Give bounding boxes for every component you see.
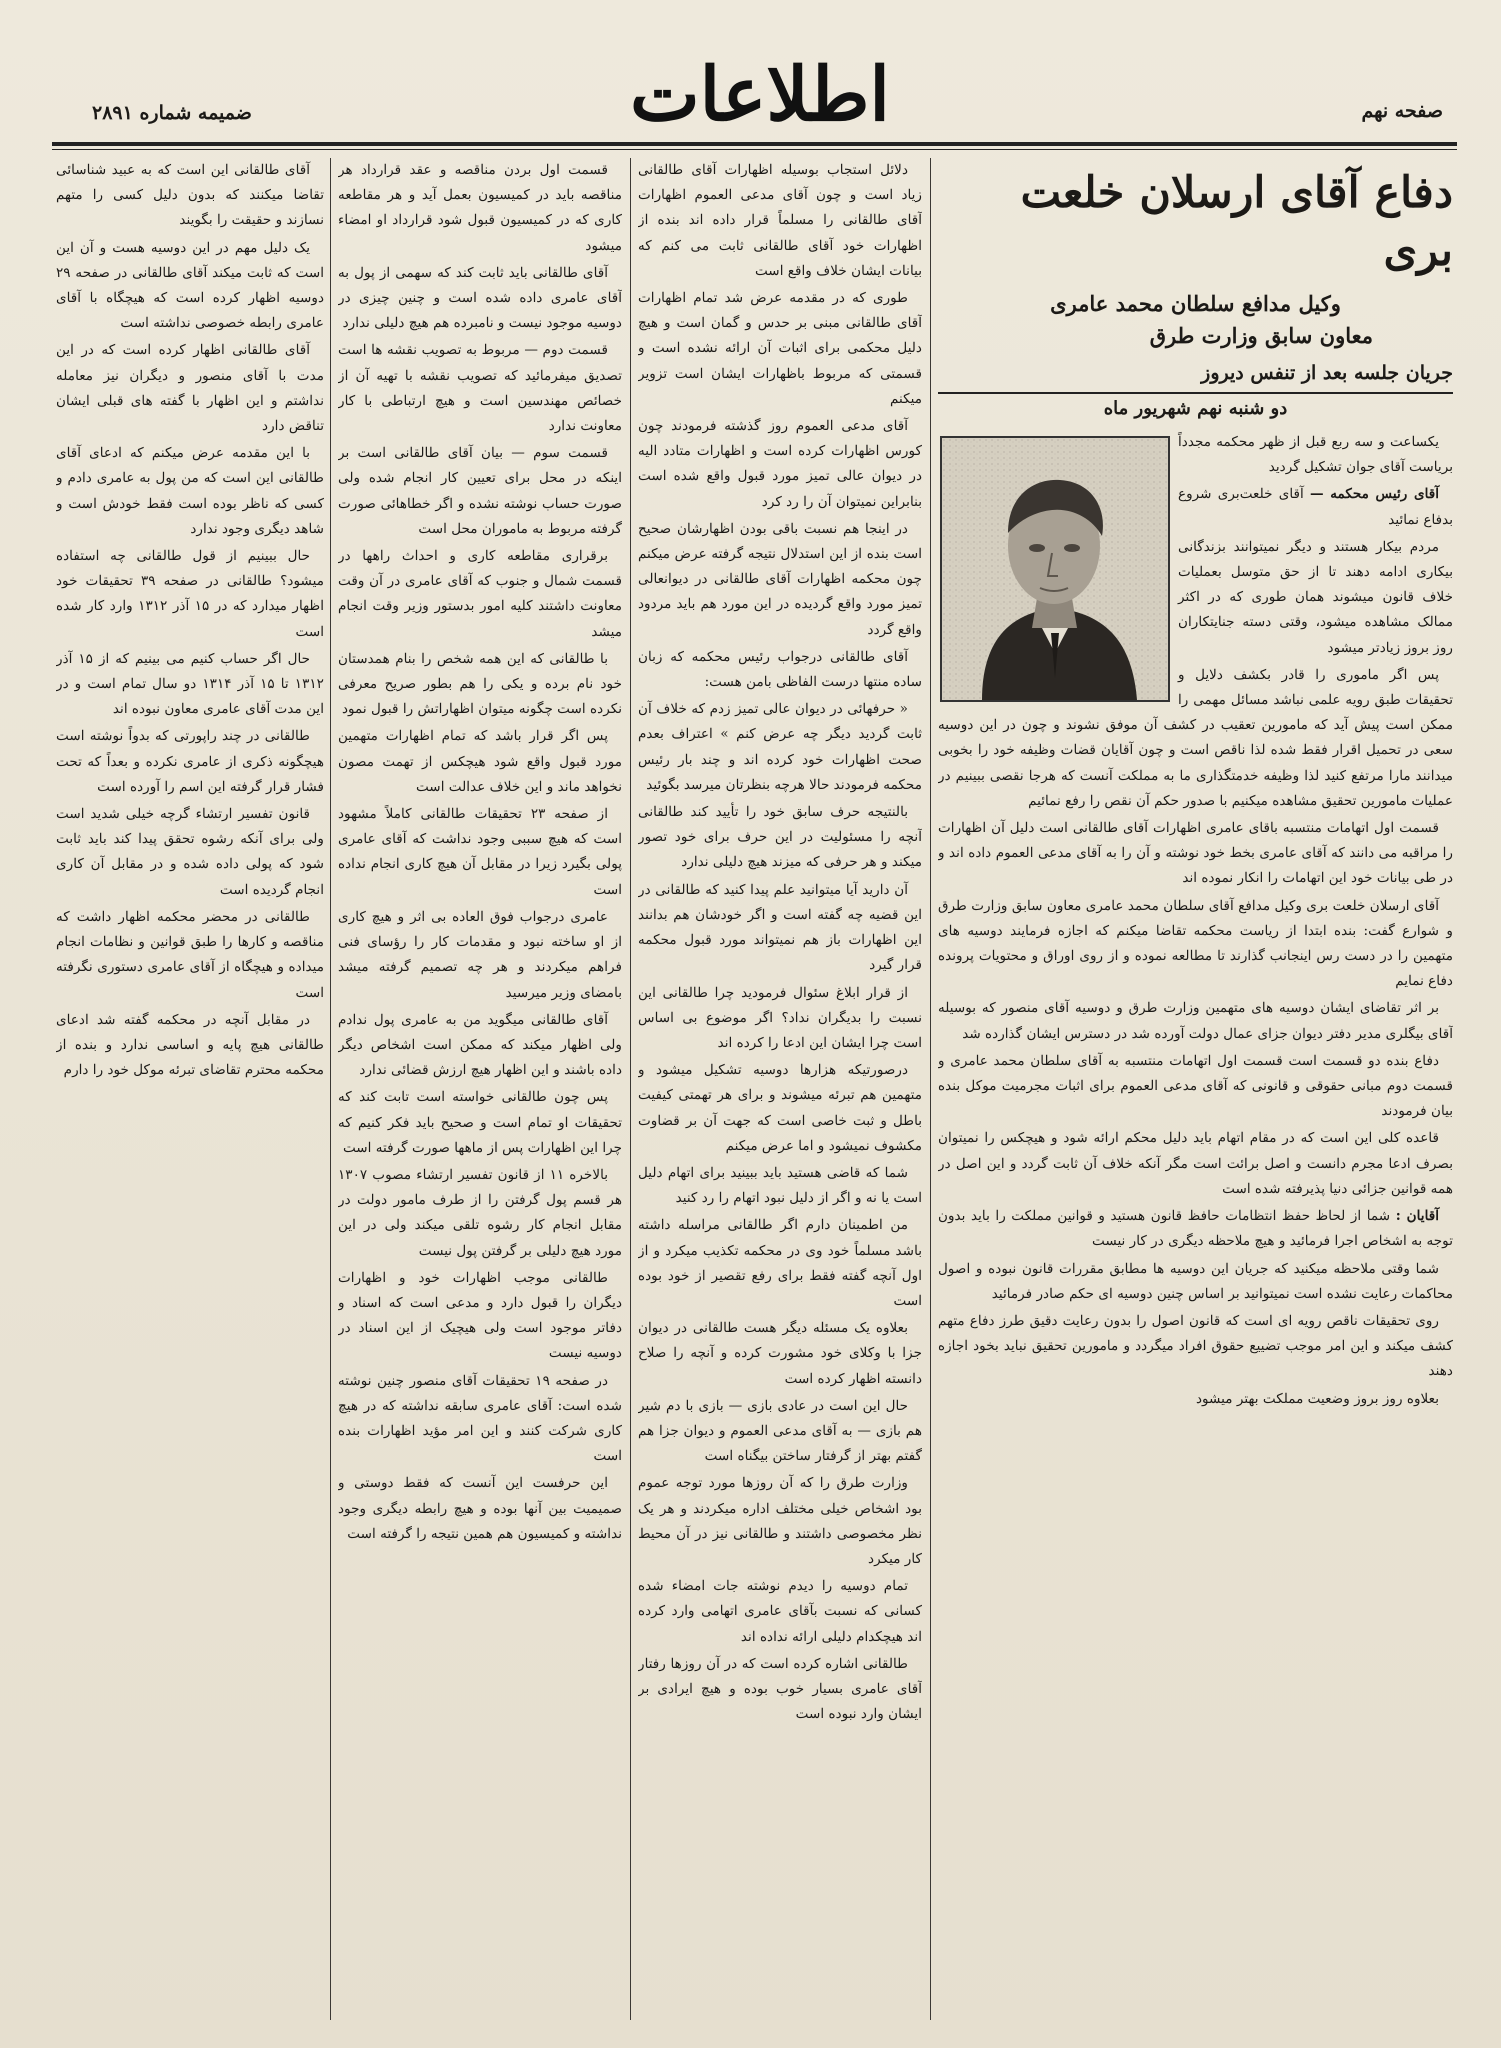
paragraph: طالقانی در چند راپورتی که بدواً نوشته است هیچگونه ذکری از عامری نکرده و بعداً که تحت فشار قرار گرفته این اسم را آورده است bbox=[56, 728, 324, 795]
paragraph: از صفحه ۲۳ تحقیقات طالقانی کاملاً مشهود است که هیچ سببی وجود نداشت که آقای عامری پولی بگیرد زیرا در مقابل آن هیچ کاری انجام نداده است bbox=[338, 806, 622, 898]
column-2 bbox=[638, 158, 922, 2020]
paragraph: شما که قاضی هستید باید ببینید برای اتهام دلیل است یا نه و اگر از دلیل نبود اتهام را رد کنید bbox=[638, 1164, 922, 1207]
paragraph: در مقابل آنچه در محکمه گفته شد ادعای طالقانی هیچ پایه و اساسی ندارد و بنده از محکمه محترم تقاضای تبرئه موکل خود را دارم bbox=[56, 1011, 324, 1079]
paragraph: قسمت سوم — بیان آقای طالقانی است بر اینکه در محل برای تعیین کار انجام شده ولی صورت حساب نوشته نشده و اگر خطاهائی صورت گرفته مربوط به ماموران محل است bbox=[338, 445, 622, 537]
paragraph: آقای طالقانی میگوید من به عامری پول ندادم ولی اظهار میکند که ممکن است اشخاص دیگر داده باشند و این اظهار هیچ ارزش قضائی ندارد bbox=[338, 1011, 622, 1079]
paragraph: دفاع بنده دو قسمت است قسمت اول اتهامات منتسبه به آقای سلطان محمد عامری و قسمت دوم مبانی حقوقی و قانونی که آقای مدعی العموم برای اثبات مجرمیت موکل بنده بیان فرمودند bbox=[938, 1052, 1453, 1120]
paragraph: برقراری مقاطعه کاری و احداث راهها در قسمت شمال و جنوب که آقای عامری در آن وقت معاونت داشتند کلیه امور بدستور وزیر وقت انجام میشد bbox=[338, 548, 622, 640]
paragraph: بالنتیجه حرف سابق خود را تأیید کند طالقانی آنچه را مسئولیت در این حرف برای خود تصور میکند و هر حرفی که میزند هیچ دلیلی ندارد bbox=[638, 804, 922, 871]
paragraph: آن دارید آیا میتوانید علم پیدا کنید که طالقانی در این قضیه چه گفته است و اگر خودشان هم بدانند این اظهارات باز هم نمیتواند مورد قبول محکمه قرار گیرد bbox=[638, 881, 922, 974]
paragraph: طالقانی در محضر محکمه اظهار داشت که مناقصه و کارها را طبق قوانین و نظامات انجام میداده و هیچگاه از آقای عامری دستوری نگرفته است bbox=[56, 908, 324, 1001]
paragraph: در صفحه ۱۹ تحقیقات آقای منصور چنین نوشته شده است: آقای عامری سابقه نداشته که در هیچ کاری شرکت کنند و این امر مؤید اظهارات بنده است bbox=[338, 1372, 622, 1465]
paragraph: من اطمینان دارم اگر طالقانی مراسله داشته باشد مسلماً خود وی در محکمه تکذیب میکرد و از اول آنچه گفته فقط برای رفع تقصیر از خود بوده است bbox=[638, 1217, 922, 1309]
header-rule bbox=[52, 142, 1457, 146]
column-divider bbox=[330, 158, 331, 2020]
paragraph: حال اگر حساب کنیم می بینیم که از ۱۵ آذر ۱۳۱۲ تا ۱۵ آذر ۱۳۱۴ دو سال تمام است و در این مدت آقای عامری معاون نبوده اند bbox=[56, 650, 324, 718]
paragraph: حال این است در عادی بازی — بازی با دم شیر هم بازی — به آقای مدعی العموم و دیوان جزا هم گفتم بهتر از گرفتار ساختن بیگناه است bbox=[638, 1397, 922, 1465]
paragraph: قانون تفسیر ارتشاء گرچه خیلی شدید است ولی برای آنکه رشوه تحقق پیدا کند باید ثابت شود که پولی داده شده و در مقابل آن کاری انجام گردیده است bbox=[56, 806, 324, 898]
article-dateline: دو شنبه نهم شهریور ماه bbox=[1103, 398, 1288, 419]
paragraph: پس چون طالقانی خواسته است تابت کند که تحقیقات او تمام است و صحیح باید فکر کنیم که چرا این اظهارات پس از ماهها صورت گرفته است bbox=[338, 1089, 622, 1156]
paragraph: دلائل استجاب بوسیله اظهارات آقای طالقانی زیاد است و چون آقای مدعی العموم اظهارات آقای طالقانی را مسلماً قرار داده اند بنده از اظهارات خود آقای طالقانی ثابت می کنم که بیانات ایشان خلاف واقع است bbox=[638, 162, 922, 279]
paragraph: پس اگر ماموری را قادر بکشف دلایل و تحقیقات طبق رویه علمی نباشد مسائل مهمی را ممکن است پیش آید که مامورین تعقیب در کشف آن موفق نشوند و چون در این دوسیه سعی در تحمیل اقرار فقط شده لذا ناقص است و چون آقایان قضات وظیفه خود را بخوبی میدانند مارا مرتفع کنید لذا وظیفه خدمتگذاری ما به مملکت آنست که هرجا نقصی ببینیم در عملیات مامورین تحقیق مشاهده میکنیم با صدور حکم آن نقص را رفع نمائیم bbox=[938, 666, 1453, 809]
paragraph: یکساعت و سه ربع قبل از ظهر محکمه مجدداً بریاست آقای جوان تشکیل گردید bbox=[1178, 434, 1453, 476]
paragraph: بالاخره ۱۱ از قانون تفسیر ارتشاء مصوب ۱۳۰۷ هر قسم پول گرفتن را از طرف مامور دولت در مقابل انجام کار رشوه تلقی میکند ولی در این مورد هیچ دلیلی بر گرفتن پول نیست bbox=[338, 1166, 622, 1259]
paragraph: بعلاوه یک مسئله دیگر هست طالقانی در دیوان جزا با وکلای خود مشورت کرده و آنچه را صلاح دانسته اظهار کرده است bbox=[638, 1320, 922, 1387]
supplement-number-label: ضمیمه شماره ۲۸۹۱ bbox=[92, 102, 252, 124]
paragraph: در اینجا هم نسبت باقی بودن اظهارشان صحیح است بنده از این استدلال نتیجه گرفته عرض میکنم چون محکمه اظهارات آقای طالقانی در دیوانعالی تمیز مورد واقع گردیده در این مورد هم باید مردود واقع گردد bbox=[638, 520, 922, 638]
portrait-photo bbox=[938, 436, 1170, 702]
paragraph: یک دلیل مهم در این دوسیه هست و آن این است که ثابت میکند آقای طالقانی در صفحه ۲۹ دوسیه اظهار کرده است که هیچگاه با آقای عامری رابطه خصوصی نداشته است bbox=[56, 239, 324, 332]
paragraph: شما وقتی ملاحظه میکنید که جریان این دوسیه ها مطابق مقررات قانون نبوده و اصول محاکمات رعایت نشده است نمیتوانید بر اساس چنین دوسیه ای حکم صادر فرمائید bbox=[938, 1260, 1453, 1302]
paragraph: آقای طالقانی این است که به عبید شناسائی تقاضا میکنند که بدون دلیل کسی را متهم نسازند و حقیقت را بگویند bbox=[56, 162, 324, 229]
paragraph: « حرفهائی در دیوان عالی تمیز زدم که خلاف آن ثابت گردید دیگر چه عرض کنم » اعتراف بعدم صحت اظهارات خود کرده اند و چند بار رئیس محکمه فرمودند حالا هرچه بنظرتان میرسد بگوئید bbox=[638, 701, 922, 793]
column-divider bbox=[630, 158, 631, 2020]
paragraph: قاعده کلی این است که در مقام اتهام باید دلیل محکم ارائه شود و هیچکس را نمیتوان بصرف ادعا مجرم دانست و اصل برائت است مگر آنکه خلاف آن ثابت گردد و این اصل در همه قوانین جزائی دنیا پذیرفته شده است bbox=[938, 1130, 1453, 1197]
paragraph: قسمت اول اتهامات منتسبه باقای عامری اظهارات آقای طالقانی است دلیل آن اظهارات را مراقبه می دانند که آقای عامری بخط خود نوشته و آن را به آقای مدعی العموم داده اند و در طی بیانات خود این اتهامات را انکار نموده اند bbox=[938, 820, 1453, 887]
paragraph: تمام دوسیه را دیدم نوشته جات امضاء شده کسانی که نسبت بآقای عامری اتهامی وارد کرده اند هیچکدام دلیلی ارائه نداده اند bbox=[638, 1578, 922, 1645]
newspaper-logo: اطلاعات bbox=[630, 52, 890, 138]
paragraph: از قرار ابلاغ سئوال فرمودید چرا طالقانی این نسبت را بدیگران نداد؟ اگر موضوع بی اساس است چرا ایشان این ادعا را کرده اند bbox=[638, 984, 922, 1051]
paragraph: آقای طالقانی باید ثابت کند که سهمی از پول به آقای عامری داده شده است و چنین چیزی در دوسیه موجود نیست و نامبرده هم هیچ دلیلی ندارد bbox=[338, 264, 622, 332]
portrait-image bbox=[940, 436, 1170, 702]
paragraph: بر اثر تقاضای ایشان دوسیه های متهمین وزارت طرق و دوسیه آقای منصور که بوسیله آقای بیگلری مدیر دفتر دیوان جزای عمال دولت آورده شد در دسترس ایشان گذارده شد bbox=[938, 1000, 1453, 1042]
paragraph: حال ببینیم از قول طالقانی چه استفاده میشود؟ طالقانی در صفحه ۳۹ تحقیقات خود اظهار میدارد که در ۱۵ آذر ۱۳۱۲ وارد کار شده است bbox=[56, 548, 324, 640]
paragraph: مردم بیکار هستند و دیگر نمیتوانند بزندگانی بیکاری ادامه دهند تا از حق متوسل بعملیات خلاف قانون میشوند همان طوری که در اکثر ممالک مشاهده میشود، وقتی دسته جنایتکاران روز بروز زیادتر میشود bbox=[1178, 538, 1453, 656]
column-1 bbox=[938, 158, 1453, 2020]
paragraph: قسمت دوم — مربوط به تصویب نقشه ها است تصدیق میفرمائید که تصویب نقشه با تهیه آن از خصائص مهندسین است و هیچ ارتباطی با کار معاونت ندارد bbox=[338, 342, 622, 435]
speaker-text: شما از لحاظ حفظ انتظامات حافظ قانون هستید و قوانین مملکت را باید بدون توجه به اشخاص اجرا فرمائید و هیچ ملاحظه دیگری در کار نیست bbox=[938, 1208, 1453, 1250]
paragraph: آقای طالقانی اظهار کرده است که در این مدت با آقای منصور و دیگران نیز معامله نداشتم و این اظهار با گفته های قبلی ایشان تناقض دارد bbox=[56, 342, 324, 435]
paragraph: پس اگر قرار باشد که تمام اظهارات متهمین مورد قبول واقع شود هیچکس از تهمت مصون نخواهد ماند و این خلاف عدالت است bbox=[338, 728, 622, 795]
column-4 bbox=[56, 158, 324, 2020]
paragraph: آقای مدعی العموم روز گذشته فرمودند چون کورس اظهارات کرده است و اظهارات متادد الیه در دیوان عالی تمیز مورد قبول واقع شده است بنابراین نمیتوان آن را رد کرد bbox=[638, 418, 922, 510]
speaker-label: آقایان : bbox=[1395, 1208, 1440, 1225]
paragraph: طالقانی موجب اظهارات خود و اظهارات دیگران را قبول دارد و مدعی است که اسناد و دفاتر موجود است ولی هیچیک از این اسناد در دوسیه نیست bbox=[338, 1269, 622, 1362]
article-headline: دفاع آقای ارسلان خلعت بری bbox=[1020, 168, 1453, 276]
paragraph: با طالقانی که این همه شخص را بنام همدستان خود نام برده و یکی را هم بطور صریح معرفی نکرده است چگونه میتوان اظهاراتش را قبول نمود bbox=[338, 650, 622, 718]
article-subhead-session: جریان جلسه بعد از تنفس دیروز bbox=[938, 358, 1453, 394]
paragraph: عامری درجواب فوق العاده بی اثر و هیچ کاری از او ساخته نبود و مقدمات کار را رؤسای فنی فراهم میکردند و هر چه تصمیم گرفته میشد بامضای وزیر میرسید bbox=[338, 908, 622, 1001]
paragraph bbox=[938, 1204, 1453, 1254]
paragraph: قسمت اول بردن مناقصه و عقد قرارداد هر مناقصه باید در کمیسیون بعمل آید و هر مقاطعه کاری که در کمیسیون قبول شود قرارداد او امضاء میشود bbox=[338, 162, 622, 254]
portrait-illustration bbox=[942, 438, 1168, 700]
column-divider bbox=[930, 158, 931, 2020]
paragraph: درصورتیکه هزارها دوسیه تشکیل میشود و متهمین هم تبرئه میشوند و برای هر تهمتی کیفیت باطل و ثبت خاصی است که جهت آن بر قضاوت مکشوف نمیشود و اما عرض میکنم bbox=[638, 1062, 922, 1154]
column-3 bbox=[338, 158, 622, 2020]
paragraph: آقای طالقانی درجواب رئیس محکمه که زبان ساده منتها درست الفاظی بامن هست: bbox=[638, 648, 922, 691]
article-subhead-role: معاون سابق وزارت طرق bbox=[1149, 323, 1373, 348]
article-subhead-lawyer: وکیل مدافع سلطان محمد عامری bbox=[1050, 291, 1341, 316]
masthead bbox=[0, 28, 1501, 138]
header-rule-thin bbox=[52, 149, 1457, 150]
paragraph: طوری که در مقدمه عرض شد تمام اظهارات آقای طالقانی مبنی بر حدس و گمان است و هیچ دلیل محکمی برای اثبات آن ارائه نشده است و قسمتی که مربوط باظهارات ایشان است تزویر میکنم bbox=[638, 290, 922, 407]
paragraph: با این مقدمه عرض میکنم که ادعای آقای طالقانی این است که من پول به عامری دادم و کسی که ناظر بوده است فقط خودش است و شاهد دیگری وجود ندارد bbox=[56, 445, 324, 537]
speaker-label: آقای رئیس محکمه — bbox=[1310, 486, 1440, 503]
paragraph: طالقانی اشاره کرده است که در آن روزها رفتار آقای عامری بسیار خوب بوده و هیچ ایرادی بر ایشان وارد نبوده است bbox=[638, 1655, 922, 1723]
paragraph: آقای ارسلان خلعت بری وکیل مدافع آقای سلطان محمد عامری معاون سابق وزارت طرق و شوارع گفت: بنده ابتدا از ریاست محکمه تقاضا میکنم که اجازه فرمایند دوسیه های متهمین را در دست رس اینجانب گذارند تا مطالعه نموده و از روی اوراق و محتویات پرونده دفاع نمایم bbox=[938, 897, 1453, 990]
paragraph: این حرفست این آنست که فقط دوستی و صمیمیت بین آنها بوده و هیچ رابطه دیگری وجود نداشته و کمیسیون هم همین نتیجه را گرفته است bbox=[338, 1475, 622, 1542]
page-number-label: صفحه نهم bbox=[1361, 100, 1443, 122]
paragraph: روی تحقیقات ناقص رویه ای است که قانون اصول را بدون رعایت دقیق طرز دفاع متهم کشف میکند و این امر موجب تضییع حقوق افراد میگردد و مامورین تحقیق نباید بخود اجازه دهند bbox=[938, 1312, 1453, 1380]
paragraph: وزارت طرق را که آن روزها مورد توجه عموم بود اشخاص خیلی مختلف اداره میکردند و هر یک نظر مخصوصی داشتند و طالقانی نیز در آن محیط کار میکرد bbox=[638, 1475, 922, 1567]
speaker-text: آقای خلعت‌بری شروع بدفاع نمائید bbox=[1178, 486, 1453, 528]
paragraph: بعلاوه روز بروز وضعیت مملکت بهتر میشود bbox=[1195, 1390, 1439, 1407]
